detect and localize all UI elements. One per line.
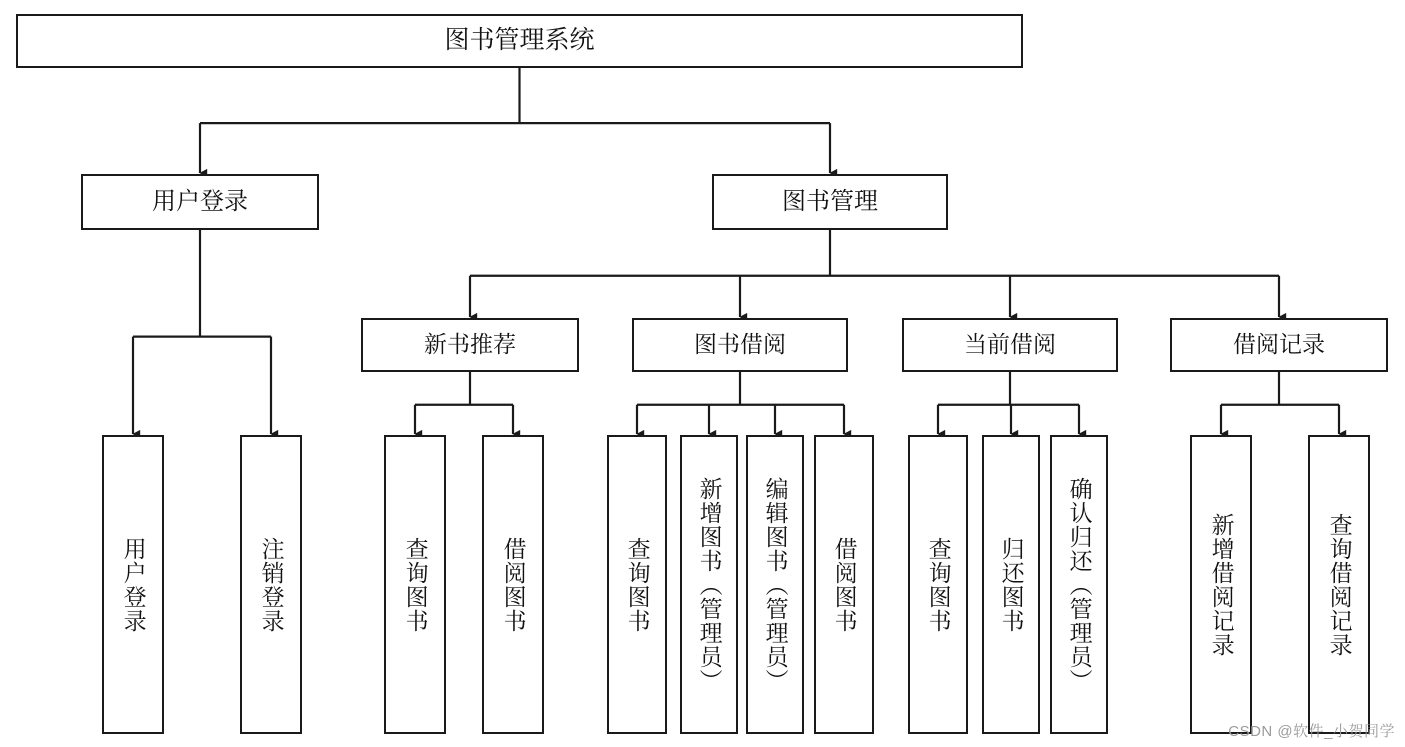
node-label: 新增借阅记录 bbox=[1208, 512, 1235, 657]
node-rc2[interactable] bbox=[1308, 435, 1370, 734]
node-login1[interactable] bbox=[102, 435, 164, 734]
node-bw3[interactable] bbox=[746, 435, 804, 734]
node-label: 图书管理 bbox=[782, 187, 878, 215]
node-cb2[interactable] bbox=[982, 435, 1040, 734]
node-label: 注销登录 bbox=[258, 536, 285, 633]
node-label: 查询图书 bbox=[925, 536, 952, 633]
node-login2[interactable] bbox=[240, 435, 302, 734]
node-label: 确认归还（管理员） bbox=[1066, 476, 1093, 693]
node-current[interactable] bbox=[902, 318, 1118, 372]
node-root[interactable] bbox=[16, 14, 1023, 68]
node-label: 查询图书 bbox=[402, 536, 429, 633]
node-label: 新增图书（管理员） bbox=[696, 476, 723, 693]
node-label: 借阅图书 bbox=[500, 536, 527, 633]
node-label: 图书管理系统 bbox=[444, 26, 595, 55]
node-newbook[interactable] bbox=[361, 318, 579, 372]
node-cb3[interactable] bbox=[1050, 435, 1108, 734]
node-label: 新书推荐 bbox=[424, 331, 516, 358]
node-login[interactable] bbox=[81, 174, 319, 230]
node-label: 编辑图书（管理员） bbox=[762, 476, 789, 693]
node-cb1[interactable] bbox=[908, 435, 968, 734]
watermark-text: CSDN @软件_小贺同学 bbox=[1228, 723, 1395, 740]
node-nb1[interactable] bbox=[384, 435, 446, 734]
node-label: 借阅图书 bbox=[831, 536, 858, 633]
node-label: 借阅记录 bbox=[1233, 331, 1325, 358]
node-label: 用户登录 bbox=[152, 187, 248, 215]
node-label: 当前借阅 bbox=[964, 331, 1056, 358]
node-bookmgmt[interactable] bbox=[712, 174, 948, 230]
node-records[interactable] bbox=[1170, 318, 1388, 372]
node-label: 图书借阅 bbox=[694, 331, 786, 358]
node-bw2[interactable] bbox=[680, 435, 738, 734]
node-label: 用户登录 bbox=[120, 536, 147, 633]
node-bw1[interactable] bbox=[607, 435, 667, 734]
node-nb2[interactable] bbox=[482, 435, 544, 734]
node-bw4[interactable] bbox=[814, 435, 874, 734]
node-label: 归还图书 bbox=[998, 536, 1025, 633]
node-borrow[interactable] bbox=[632, 318, 848, 372]
node-label: 查询借阅记录 bbox=[1326, 512, 1353, 657]
node-rc1[interactable] bbox=[1190, 435, 1252, 734]
node-label: 查询图书 bbox=[624, 536, 651, 633]
